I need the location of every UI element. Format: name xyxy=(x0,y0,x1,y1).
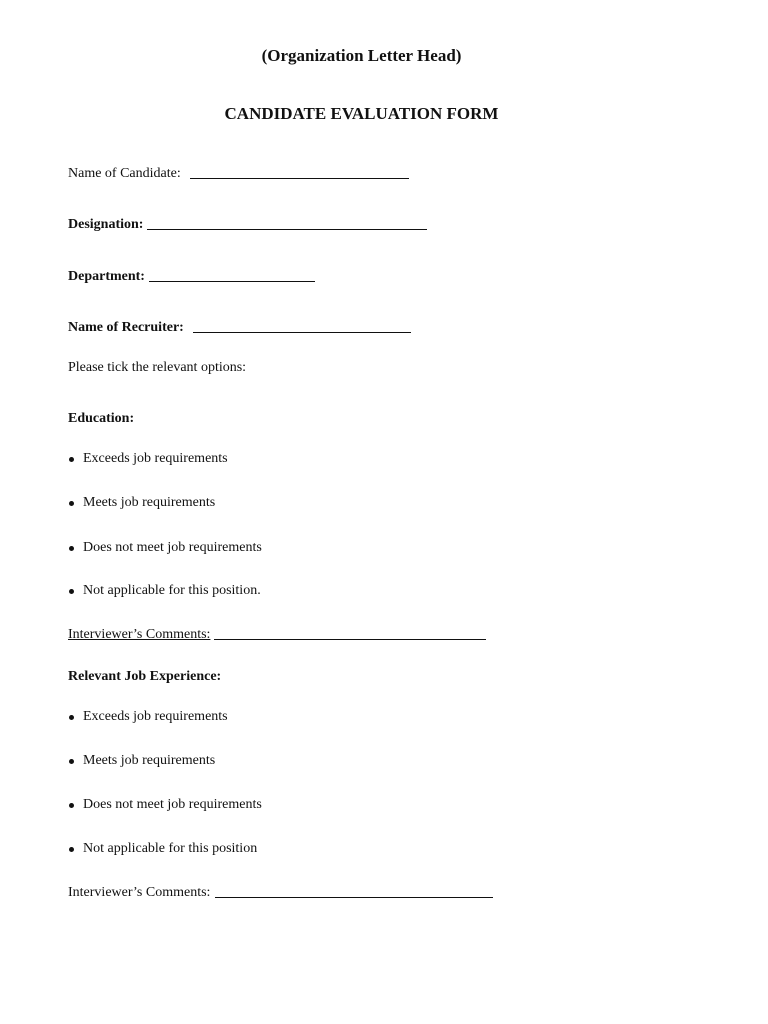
option-label: Does not meet job requirements xyxy=(83,797,262,812)
recruiter-field xyxy=(68,320,411,336)
letterhead: (Organization Letter Head) xyxy=(261,46,462,65)
education-comments-blank[interactable] xyxy=(214,638,486,640)
bullet-icon xyxy=(69,803,74,808)
designation-blank[interactable] xyxy=(147,228,427,230)
bullet-icon xyxy=(69,847,74,852)
designation-label: Designation: xyxy=(68,217,144,232)
designation-field xyxy=(68,217,427,233)
experience-option[interactable] xyxy=(68,709,228,725)
bullet-icon xyxy=(69,589,74,594)
option-label: Meets job requirements xyxy=(83,495,216,510)
option-label: Meets job requirements xyxy=(83,753,216,768)
education-option[interactable] xyxy=(68,495,215,511)
experience-option[interactable] xyxy=(68,797,262,813)
bullet-icon xyxy=(69,715,74,720)
experience-option[interactable] xyxy=(68,753,215,769)
option-label: Exceeds job requirements xyxy=(83,451,228,466)
department-label: Department: xyxy=(68,269,145,284)
experience-comments-field xyxy=(68,885,493,901)
candidate-name-label: Name of Candidate: xyxy=(68,166,181,181)
department-field xyxy=(68,269,315,285)
recruiter-blank[interactable] xyxy=(193,331,411,333)
candidate-name-blank[interactable] xyxy=(190,177,409,179)
education-comments-label: Interviewer’s Comments: xyxy=(68,627,211,642)
instruction-text: Please tick the relevant options: xyxy=(68,360,247,375)
option-label: Not applicable for this position. xyxy=(83,583,261,598)
experience-option[interactable] xyxy=(68,841,257,857)
candidate-name-field xyxy=(68,166,409,182)
education-option[interactable] xyxy=(68,451,228,467)
education-comments-field xyxy=(68,627,486,643)
option-label: Not applicable for this position xyxy=(83,841,258,856)
bullet-icon xyxy=(69,759,74,764)
option-label: Does not meet job requirements xyxy=(83,540,262,555)
education-option[interactable] xyxy=(68,540,262,556)
experience-heading: Relevant Job Experience: xyxy=(68,669,222,684)
bullet-icon xyxy=(69,501,74,506)
experience-comments-blank[interactable] xyxy=(215,896,493,898)
department-blank[interactable] xyxy=(149,280,315,282)
education-heading: Education: xyxy=(68,411,135,426)
bullet-icon xyxy=(69,546,74,551)
form-title: CANDIDATE EVALUATION FORM xyxy=(224,104,499,123)
education-option[interactable] xyxy=(68,583,261,599)
experience-comments-label: Interviewer’s Comments: xyxy=(68,885,211,900)
recruiter-label: Name of Recruiter: xyxy=(68,320,184,335)
bullet-icon xyxy=(69,457,74,462)
option-label: Exceeds job requirements xyxy=(83,709,228,724)
